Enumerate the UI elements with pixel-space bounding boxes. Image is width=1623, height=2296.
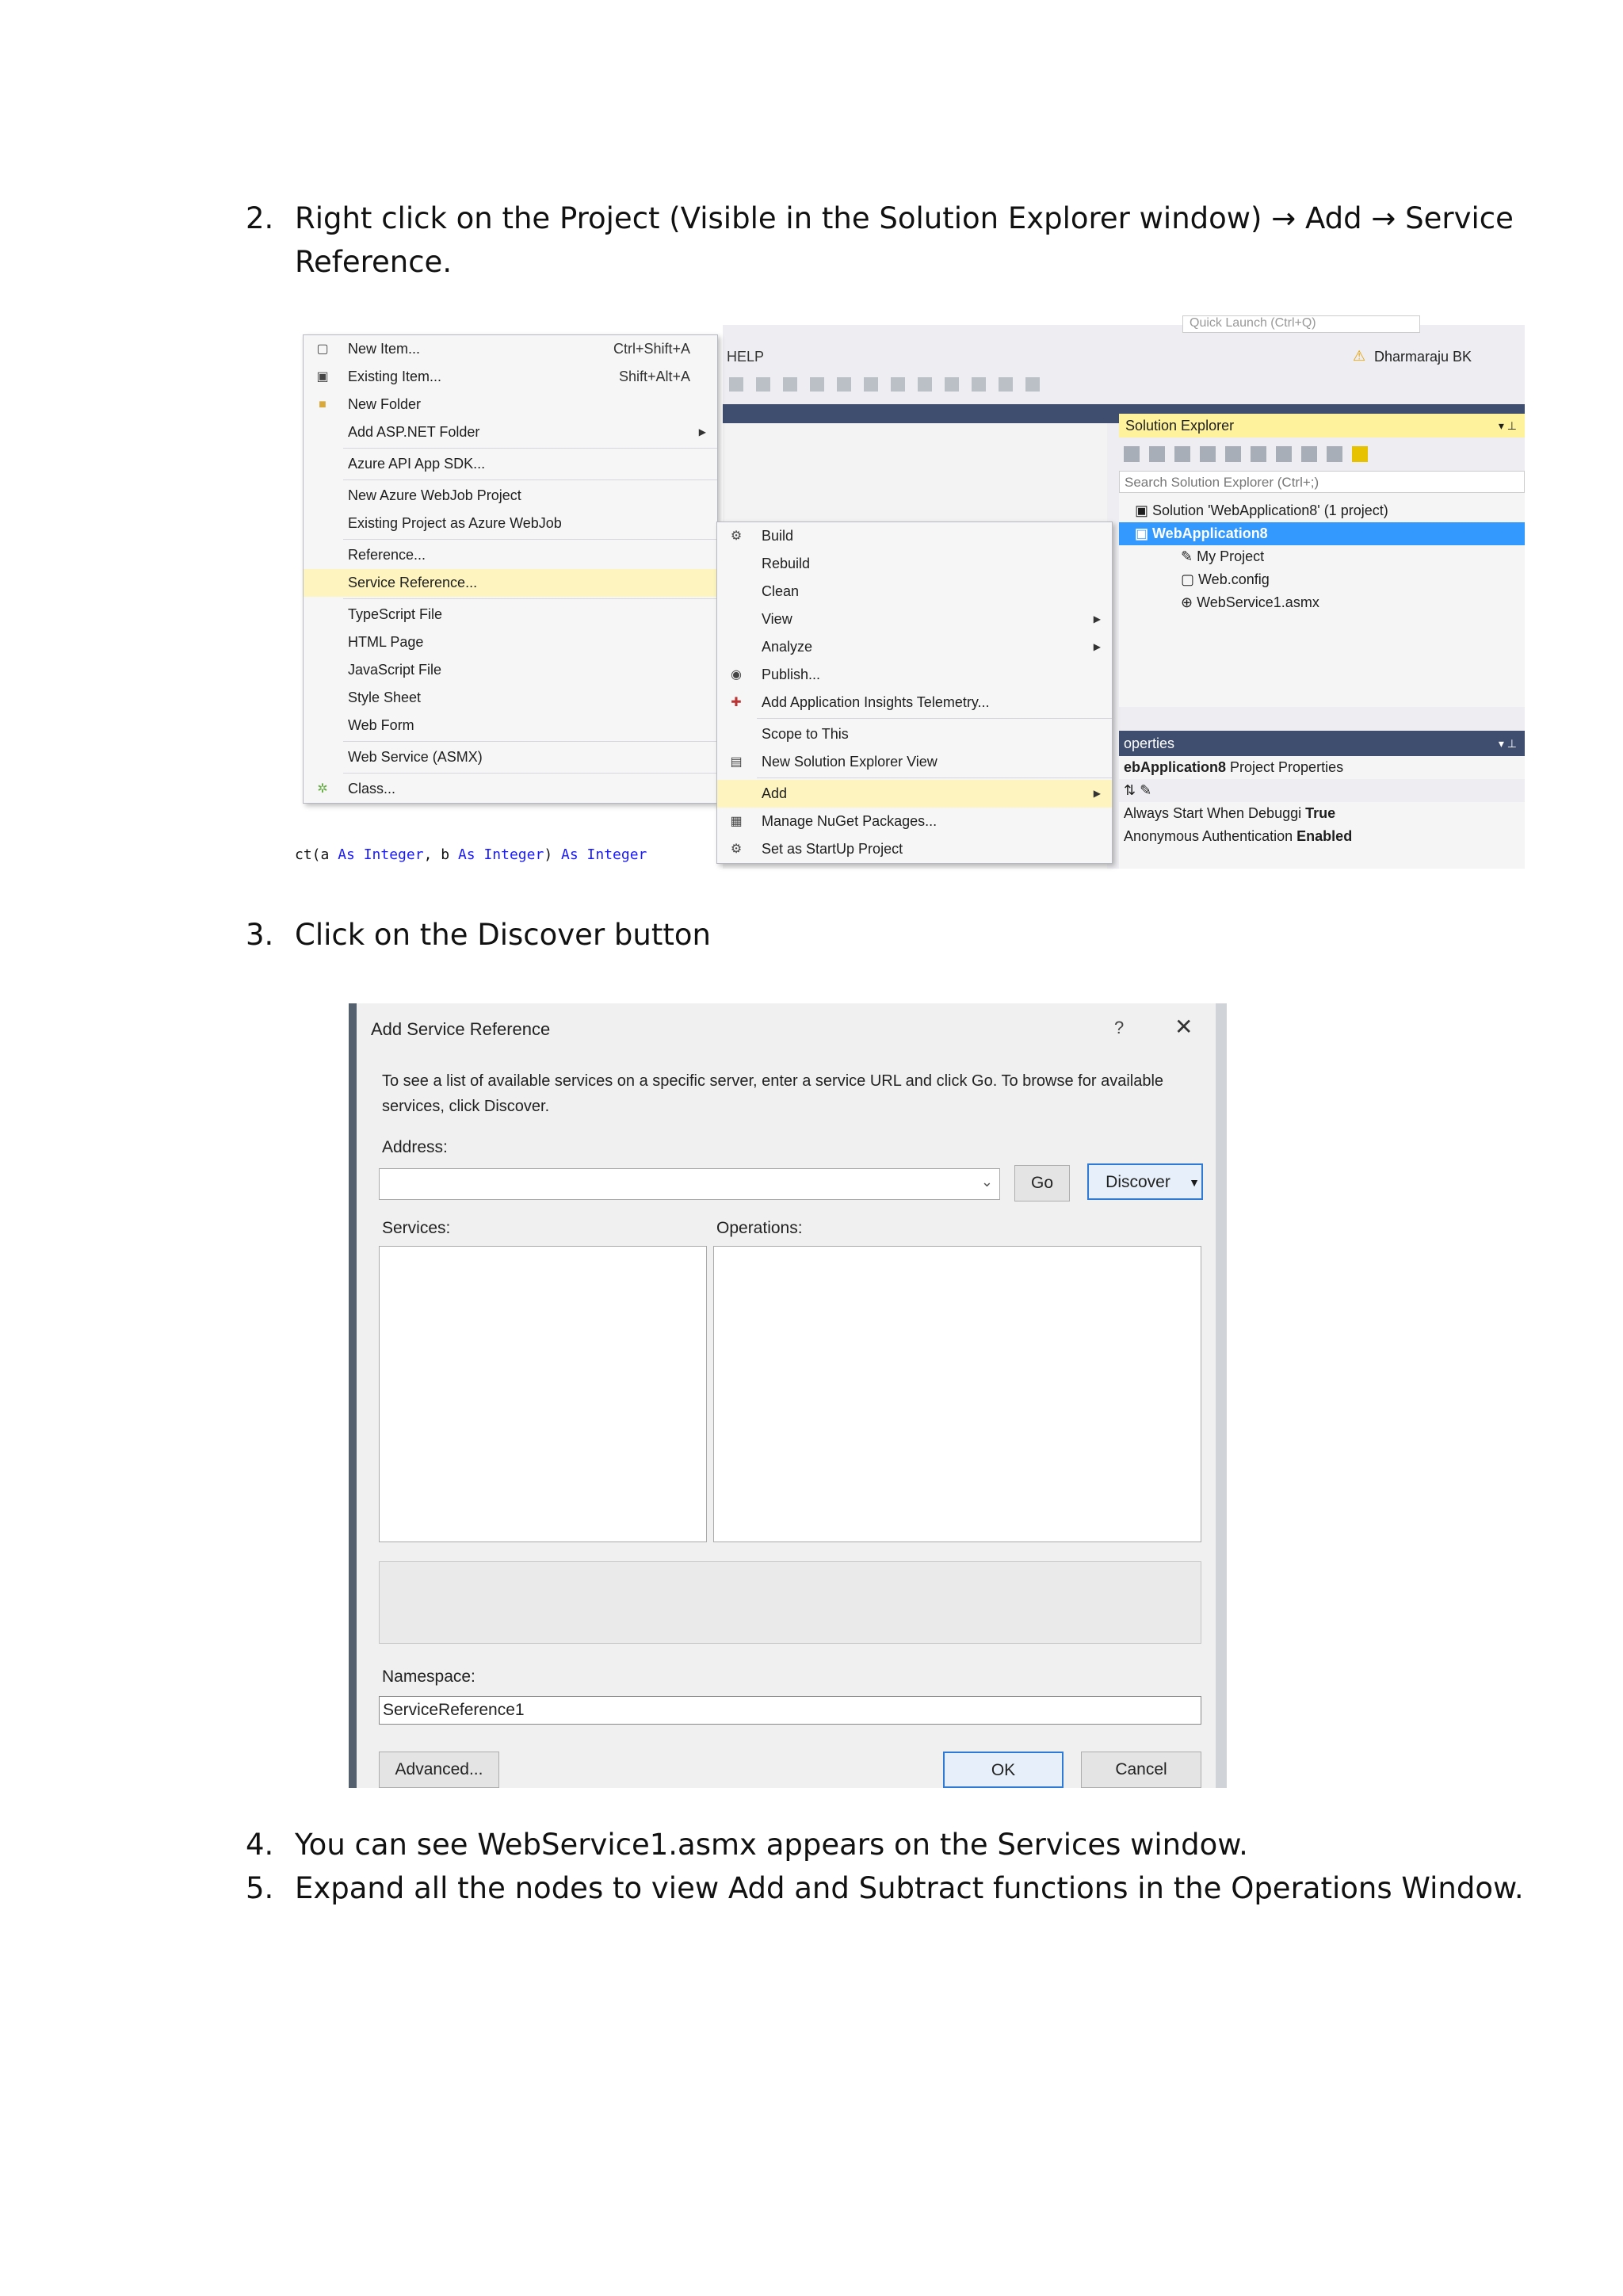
- build-icon: ⚙: [730, 529, 743, 543]
- toolbar-icon[interactable]: [729, 377, 743, 392]
- tree-item[interactable]: ▢ Web.config: [1181, 571, 1270, 587]
- menu-item-typescript-file[interactable]: TypeScript File: [348, 606, 443, 622]
- menu-separator: [343, 741, 717, 742]
- solution-explorer-title: Solution Explorer ▾ ⊥: [1119, 414, 1525, 437]
- cancel-button[interactable]: Cancel: [1081, 1752, 1201, 1788]
- menu-item-existing-project-webjob[interactable]: Existing Project as Azure WebJob: [348, 515, 562, 531]
- show-all-icon[interactable]: [1301, 446, 1317, 462]
- wrench-icon: ✎: [1181, 548, 1197, 564]
- step-text: Click on the Discover button: [295, 918, 711, 952]
- pin-icon[interactable]: ▾ ⊥: [1498, 737, 1517, 750]
- back-icon[interactable]: [1124, 446, 1140, 462]
- toolbar-icon[interactable]: [756, 377, 770, 392]
- toolbar-icon[interactable]: [945, 377, 959, 392]
- submenu-arrow-icon: ▶: [1093, 788, 1101, 799]
- address-label: Address:: [382, 1138, 448, 1156]
- menu-item-existing-item[interactable]: ▣ Existing Item... Shift+Alt+A: [304, 363, 717, 391]
- publish-icon: ◉: [731, 668, 742, 682]
- dialog-title: Add Service Reference: [371, 1019, 551, 1039]
- operations-label: Operations:: [716, 1219, 803, 1237]
- project-context-menu: [716, 521, 1113, 864]
- menu-item-analyze[interactable]: Analyze ▶: [717, 633, 1112, 661]
- user-account[interactable]: Dharmaraju BK: [1374, 349, 1472, 365]
- quick-launch-input[interactable]: Quick Launch (Ctrl+Q): [1182, 315, 1420, 333]
- menu-item-rebuild[interactable]: Rebuild: [762, 556, 811, 571]
- new-item-icon: ▢: [316, 342, 329, 356]
- properties-title: operties ▾ ⊥: [1119, 731, 1525, 756]
- properties-header: ebApplication8 Project Properties: [1124, 759, 1344, 775]
- menu-item-set-startup[interactable]: ⚙ Set as StartUp Project: [717, 835, 1112, 863]
- menu-item-new-solution-explorer-view[interactable]: ▤ New Solution Explorer View: [717, 748, 1112, 776]
- menu-separator: [757, 777, 1112, 778]
- toolbar-icon[interactable]: [1025, 377, 1040, 392]
- address-combobox[interactable]: [379, 1168, 1000, 1200]
- menu-item-reference[interactable]: Reference...: [348, 547, 426, 563]
- menu-item-new-item[interactable]: ▢ New Item... Ctrl+Shift+A: [304, 335, 717, 363]
- property-row[interactable]: Always Start When Debuggi True: [1124, 805, 1336, 821]
- properties-toolbar: [1119, 779, 1525, 802]
- tree-item[interactable]: ⊕ WebService1.asmx: [1181, 594, 1319, 610]
- insights-icon: ✚: [731, 696, 742, 709]
- toolbar-icon[interactable]: [999, 377, 1013, 392]
- property-row[interactable]: Anonymous Authentication Enabled: [1124, 828, 1353, 844]
- menu-separator: [343, 479, 717, 480]
- menu-item-class[interactable]: ✲ Class...: [304, 775, 717, 803]
- step-number: 5.: [246, 1871, 274, 1905]
- menu-item-manage-nuget[interactable]: ▦ Manage NuGet Packages...: [717, 808, 1112, 835]
- toolbar-icon[interactable]: [783, 377, 797, 392]
- step-number: 4.: [246, 1828, 274, 1862]
- step-number: 2.: [246, 201, 274, 235]
- ok-button[interactable]: OK: [943, 1752, 1064, 1788]
- collapse-icon[interactable]: [1276, 446, 1292, 462]
- menu-item-style-sheet[interactable]: Style Sheet: [348, 690, 422, 705]
- menu-separator: [343, 539, 717, 540]
- properties-icon[interactable]: [1327, 446, 1342, 462]
- chevron-down-icon[interactable]: ⌄: [980, 1174, 993, 1190]
- toolbar-icon[interactable]: [864, 377, 878, 392]
- history-icon[interactable]: [1200, 446, 1216, 462]
- menu-item-web-service-asmx[interactable]: Web Service (ASMX): [348, 749, 483, 765]
- existing-item-icon: ▣: [316, 370, 329, 384]
- submenu-arrow-icon: ▶: [698, 426, 706, 437]
- project-icon: ▣: [1135, 525, 1153, 541]
- dialog-instructions: To see a list of available services on a specific server, enter a service URL and click Go. To browse for available services, click Discover.: [382, 1072, 1164, 1115]
- menu-item-new-azure-webjob[interactable]: New Azure WebJob Project: [348, 487, 521, 503]
- toolbar-icon[interactable]: [972, 377, 986, 392]
- menu-item-service-reference[interactable]: Service Reference...: [304, 569, 717, 597]
- add-service-reference-dialog: [357, 1003, 1216, 1788]
- menu-item-view[interactable]: View ▶: [717, 606, 1112, 633]
- menu-item-scope-to-this[interactable]: Scope to This: [762, 726, 849, 742]
- advanced-button[interactable]: Advanced...: [379, 1752, 499, 1788]
- step-text: You can see WebService1.asmx appears on the Services window.: [295, 1828, 1248, 1862]
- menu-separator: [757, 718, 1112, 719]
- step-text: Expand all the nodes to view Add and Subtract functions in the Operations Window.: [295, 1871, 1524, 1905]
- properties-panel: [1119, 731, 1525, 869]
- menu-item-azure-api-app-sdk[interactable]: Azure API App SDK...: [348, 456, 486, 472]
- discover-button[interactable]: Discover: [1087, 1163, 1189, 1200]
- preview-icon[interactable]: [1352, 446, 1368, 462]
- new-view-icon: ▤: [730, 755, 743, 769]
- menu-item-clean[interactable]: Clean: [762, 583, 800, 599]
- menu-item-add[interactable]: Add ▶: [717, 780, 1112, 808]
- vs-toolbar: [723, 372, 1388, 396]
- namespace-input[interactable]: ServiceReference1: [379, 1696, 1201, 1725]
- gear-icon: ⚙: [730, 842, 743, 856]
- home-icon[interactable]: [1174, 446, 1190, 462]
- nuget-icon: ▦: [730, 815, 743, 828]
- menu-item-publish[interactable]: ◉ Publish...: [717, 661, 1112, 689]
- sort-icon[interactable]: ⇅: [1124, 782, 1136, 798]
- close-icon[interactable]: ✕: [1174, 1014, 1193, 1039]
- class-icon: ✲: [317, 782, 328, 796]
- step-number: 3.: [246, 918, 274, 952]
- vs-context-menu-screenshot: [295, 316, 1525, 869]
- solution-explorer-search[interactable]: Search Solution Explorer (Ctrl+;): [1119, 471, 1525, 493]
- menu-item-build[interactable]: ⚙ Build: [717, 522, 1112, 550]
- status-message-area: [379, 1561, 1201, 1644]
- menu-separator: [343, 448, 717, 449]
- warning-icon: ⚠: [1353, 348, 1366, 364]
- web-service-icon: ⊕: [1181, 594, 1197, 610]
- services-list[interactable]: [379, 1246, 707, 1542]
- namespace-label: Namespace:: [382, 1668, 475, 1686]
- menu-item-javascript-file[interactable]: JavaScript File: [348, 662, 442, 678]
- menu-item-new-folder[interactable]: ■ New Folder: [304, 391, 717, 418]
- add-submenu: [303, 334, 718, 804]
- toolbar-icon[interactable]: [918, 377, 932, 392]
- menu-item-web-form[interactable]: Web Form: [348, 717, 414, 733]
- tree-project[interactable]: ▣ WebApplication8: [1119, 522, 1525, 545]
- config-icon: ▢: [1181, 571, 1199, 587]
- submenu-arrow-icon: ▶: [1093, 641, 1101, 652]
- menu-separator: [343, 773, 717, 774]
- toolbar-icon[interactable]: [837, 377, 851, 392]
- step-text: Right click on the Project (Visible in the Solution Explorer window) → Add → Service Reference.: [295, 201, 1514, 279]
- tree-item[interactable]: ✎ My Project: [1181, 548, 1265, 564]
- operations-list[interactable]: [713, 1246, 1201, 1542]
- solution-explorer-toolbar: [1119, 437, 1525, 471]
- add-service-reference-screenshot: [349, 1003, 1227, 1788]
- solution-icon: ▣: [1135, 502, 1153, 518]
- tree-solution[interactable]: ▣ Solution 'WebApplication8' (1 project): [1135, 502, 1388, 518]
- go-button[interactable]: Go: [1014, 1165, 1070, 1201]
- menu-separator: [343, 598, 717, 599]
- background-window: [1216, 1003, 1227, 1788]
- help-icon[interactable]: ?: [1114, 1018, 1125, 1037]
- menu-item-app-insights[interactable]: ✚ Add Application Insights Telemetry...: [717, 689, 1112, 716]
- services-label: Services:: [382, 1219, 451, 1237]
- folder-icon: ■: [319, 398, 327, 411]
- refresh-icon[interactable]: [1251, 446, 1266, 462]
- discover-dropdown-icon[interactable]: ▼: [1187, 1163, 1203, 1200]
- forward-icon[interactable]: [1149, 446, 1165, 462]
- menu-item-add-aspnet-folder[interactable]: Add ASP.NET Folder ▶: [304, 418, 717, 446]
- wrench-icon[interactable]: ✎: [1140, 782, 1152, 798]
- toolbar-icon[interactable]: [891, 377, 905, 392]
- help-menu[interactable]: HELP: [727, 349, 765, 365]
- pin-icon[interactable]: ▾ ⊥: [1498, 419, 1517, 432]
- solution-explorer-panel: [1119, 414, 1525, 707]
- background-window: [349, 1003, 357, 1788]
- toolbar-icon[interactable]: [810, 377, 824, 392]
- code-line: ct(a As Integer, b As Integer) As Integer: [295, 846, 647, 863]
- submenu-arrow-icon: ▶: [1093, 613, 1101, 625]
- sync-icon[interactable]: [1225, 446, 1241, 462]
- menu-item-html-page[interactable]: HTML Page: [348, 634, 424, 650]
